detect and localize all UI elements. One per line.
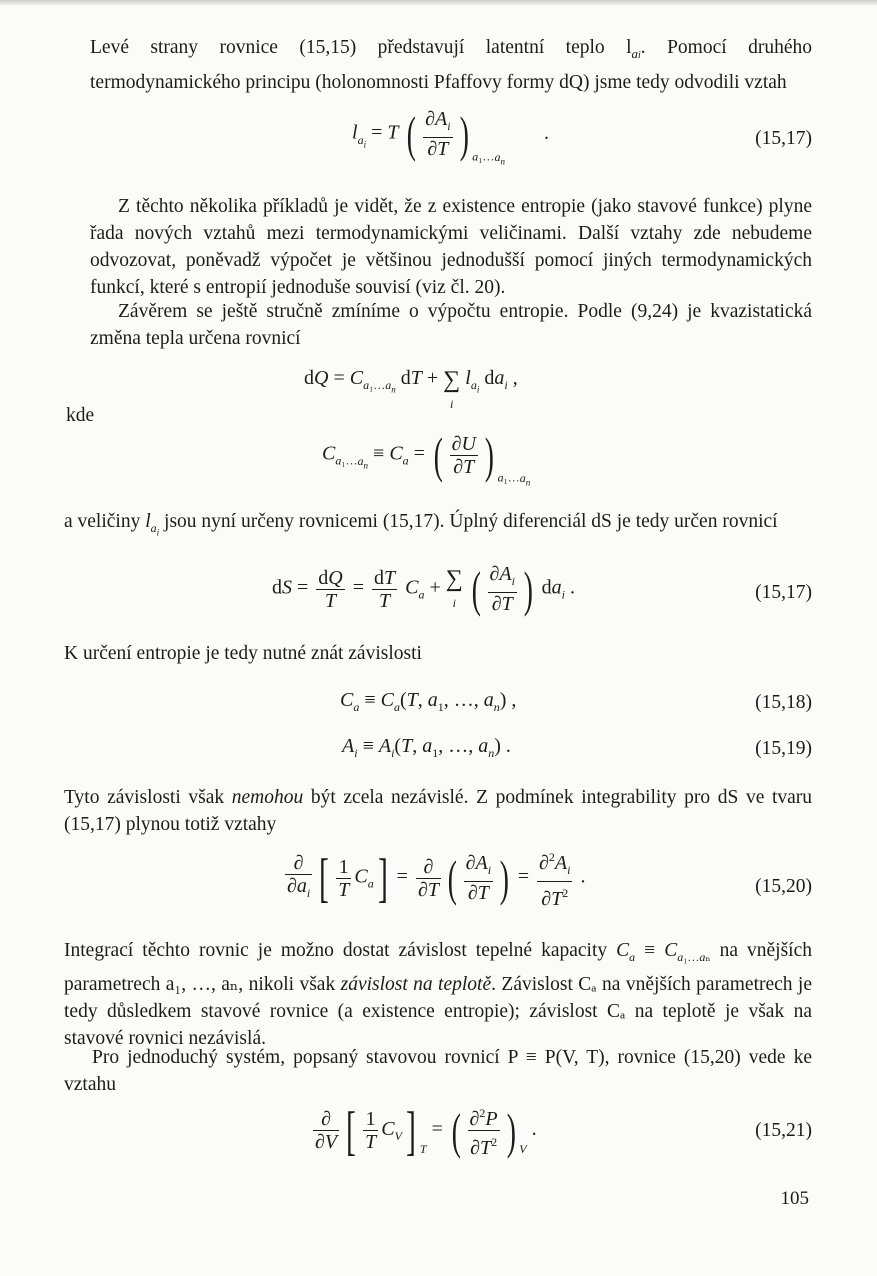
paragraph-entropy-calc: Závěrem se ještě stručně zmíníme o výpočtu entropie. Podle (9,24) je kvazistatická změna tepla určena rovnicí <box>90 301 812 349</box>
equation-dQ: dQ = $C_{a_1\dots a_n}$ dT + ∑ i $l_{a_i}$ $da_i$ , <box>304 367 518 411</box>
equation-number: (15,17) <box>755 128 812 149</box>
paragraph-dependencies: K určení entropie je tedy nutné znát závislosti <box>64 643 422 664</box>
equation-number: (15,21) <box>755 1120 812 1141</box>
paragraph-intro: Levé strany rovnice (15,15) představují latentní teplo $l_{ai}$. Pomocí druhého termodynamického principu (holonomnosti Pfaffovy formy dQ) jsme tedy odvodili vztah <box>90 37 812 93</box>
paragraph-integration: Integrací těchto rovnic je možno dostat závislost tepelné kapacity $C_a \equiv C_{a_1\dots a_n}$ na vnějších parametrech a₁, …, aₙ, nikoli však závislost na teplotě. Závislost Cₐ na vnějších parametrech je tedy důsledkem stavové rovnice (a existence entropie); závislost Cₐ na teplotě je však na stavové rovnici nezávislá. <box>64 940 813 1049</box>
paragraph-simple-system: Pro jednoduchý systém, popsaný stavovou rovnicí P ≡ P(V, T), rovnice (15,20) vede ke vztahu <box>64 1047 812 1095</box>
equation-number: (15,19) <box>755 738 812 759</box>
equation-Ai-dependence: $A_i \equiv A_i(T$, $a_1$, …, $a_n$) . <box>342 735 511 760</box>
equation-heat-capacity: $C_{a_1\dots a_n} \equiv C_a$ = ( $\frac{\partial U}{\partial T}$ ) $_{a_1\dots a_n}$ <box>322 427 531 487</box>
equation-Ca-dependence: $C_a \equiv C_a(T$, $a_1$, …, $a_n$) , <box>340 689 517 714</box>
label-kde: kde <box>66 405 95 426</box>
equation-simple-system: $\frac{\partial}{\partial V}$ [ $\frac{1}{T}$ $C_V$] $_T$ = ( $\frac{\partial^2P}{\partial T^2}$ ) $_V$ . <box>315 1100 537 1161</box>
scan-edge <box>0 0 877 6</box>
page-number: 105 <box>780 1188 809 1209</box>
equation-number: (15,17) <box>755 582 812 603</box>
paragraph-variables: a veličiny $l_{a_i}$ jsou nyní určeny rovnicemi (15,17). Úplný diferenciál dS je tedy určen rovnicí <box>64 511 778 538</box>
equation-number: (15,20) <box>755 876 812 897</box>
equation-integrability: $\frac{\partial}{\partial a_i}$ [ $\frac{1}{T}$ $C_a$] = $\frac{\partial}{\partial T}$ ( $\frac{\partial A_i}{\partial T}$ ) = $\frac{\partial^2A_i}{\partial T^2}$ . <box>287 848 586 910</box>
paragraph-integrability: Tyto závislosti však nemohou být zcela nezávislé. Z podmínek integrability pro dS ve tvaru (15,17) plynou totiž vztahy <box>64 787 813 835</box>
equation-latent-heat: $l_{a_i} = T$ ( $\frac{\partial A_i}{\partial T}$ ) $_{a_1\dots a_n}$ . <box>352 106 549 166</box>
paragraph-examples: Z těchto několika příkladů je vidět, že z existence entropie (jako stavové funkce) plyne řada nových vztahů mezi termodynamickými veličinami. Další vztahy zde nebudeme odvozovat, poněvadž výpočet je většinou jednodušší pomocí jiných termodynamických funkcí, které s entropií jednoduše souvisí (viz čl. 20). <box>90 196 812 298</box>
equation-dS: dS = $\frac{dQ}{T}$ = $\frac{dT}{T}$ $C_a$ + ∑ i ( $\frac{\partial A_i}{\partial T}$ ) $da_i$ . <box>272 561 575 617</box>
equation-number: (15,18) <box>755 692 812 713</box>
